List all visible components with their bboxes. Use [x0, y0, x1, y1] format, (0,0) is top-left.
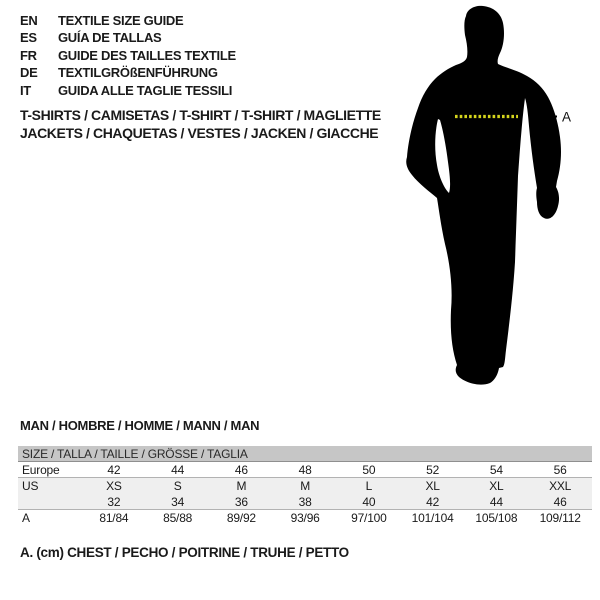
- size-value-cell: 50: [362, 463, 376, 477]
- language-code: EN: [20, 13, 38, 28]
- row-label: A: [22, 511, 30, 525]
- size-value-cell: XXL: [549, 479, 572, 493]
- language-row: [20, 29, 236, 46]
- size-value-cell: 93/96: [290, 511, 320, 525]
- language-list: [20, 12, 236, 99]
- size-table-rows: [18, 462, 592, 526]
- measurement-label: A: [562, 109, 572, 125]
- language-label: GUIDE DES TAILLES TEXTILE: [58, 47, 236, 63]
- size-table: [18, 446, 592, 526]
- size-table-header: SIZE / TALLA / TAILLE / GRÖSSE / TAGLIA: [18, 446, 592, 462]
- size-value-cell: 38: [298, 495, 312, 509]
- language-row: [20, 47, 236, 64]
- table-row: [18, 494, 592, 510]
- size-value-cell: 109/112: [539, 511, 581, 525]
- row-label: [18, 494, 82, 509]
- size-value-cell: 42: [107, 463, 121, 477]
- language-label: GUIDA ALLE TAGLIE TESSILI: [58, 82, 233, 98]
- size-value-cell: XS: [106, 479, 122, 493]
- size-value-cell: 105/108: [475, 511, 518, 525]
- language-code: IT: [20, 82, 31, 98]
- size-value-cell: 46: [553, 495, 567, 509]
- size-value-cell: 44: [489, 495, 503, 509]
- size-value-cell: 97/100: [351, 511, 387, 525]
- size-value-cell: 34: [171, 495, 185, 509]
- size-value-cell: M: [236, 479, 247, 493]
- section-heading: MAN / HOMBRE / HOMME / MANN / MAN: [20, 418, 260, 433]
- language-code: FR: [20, 47, 37, 63]
- language-code: ES: [20, 30, 37, 46]
- size-value-cell: 101/104: [411, 511, 454, 525]
- size-value-cell: L: [365, 479, 373, 493]
- category-line-jackets: JACKETS / CHAQUETAS / VESTES / JACKEN / GIACCHE: [20, 125, 379, 141]
- size-value-cell: 56: [553, 463, 567, 477]
- row-label: US: [22, 479, 39, 493]
- row-label: Europe: [22, 463, 60, 477]
- language-row: [20, 64, 236, 81]
- language-code: DE: [20, 65, 38, 81]
- language-label: TEXTILE SIZE GUIDE: [58, 13, 184, 28]
- man-silhouette: [406, 6, 561, 385]
- language-label: TEXTILGRÖßENFÜHRUNG: [58, 65, 218, 81]
- table-row: [18, 510, 592, 526]
- size-value-cell: 44: [171, 463, 185, 477]
- size-value-cell: 46: [234, 463, 248, 477]
- size-value-cell: XL: [489, 479, 504, 493]
- size-value-cell: 81/84: [99, 511, 129, 525]
- category-line-tshirts: T-SHIRTS / CAMISETAS / T-SHIRT / T-SHIRT / MAGLIETTE: [20, 107, 381, 123]
- measurement-footnote: A. (cm) CHEST / PECHO / POITRINE / TRUHE / PETTO: [20, 545, 349, 560]
- size-value-cell: 36: [234, 495, 248, 509]
- size-value-cell: 85/88: [163, 511, 193, 525]
- table-row: [18, 462, 592, 478]
- size-value-cell: 52: [426, 463, 440, 477]
- man-silhouette-figure: [395, 0, 575, 400]
- language-row: [20, 82, 236, 99]
- size-value-cell: 48: [298, 463, 312, 477]
- size-value-cell: 32: [107, 495, 121, 509]
- size-value-cell: 42: [426, 495, 440, 509]
- size-value-cell: 89/92: [226, 511, 256, 525]
- size-value-cell: XL: [425, 479, 440, 493]
- size-value-cell: S: [173, 479, 182, 493]
- table-row: [18, 478, 592, 494]
- language-label: GUÍA DE TALLAS: [58, 30, 162, 46]
- category-lines: [20, 106, 381, 142]
- language-row: [20, 12, 236, 29]
- size-value-cell: M: [300, 479, 311, 493]
- size-value-cell: 40: [362, 495, 376, 509]
- size-value-cell: 54: [489, 463, 503, 477]
